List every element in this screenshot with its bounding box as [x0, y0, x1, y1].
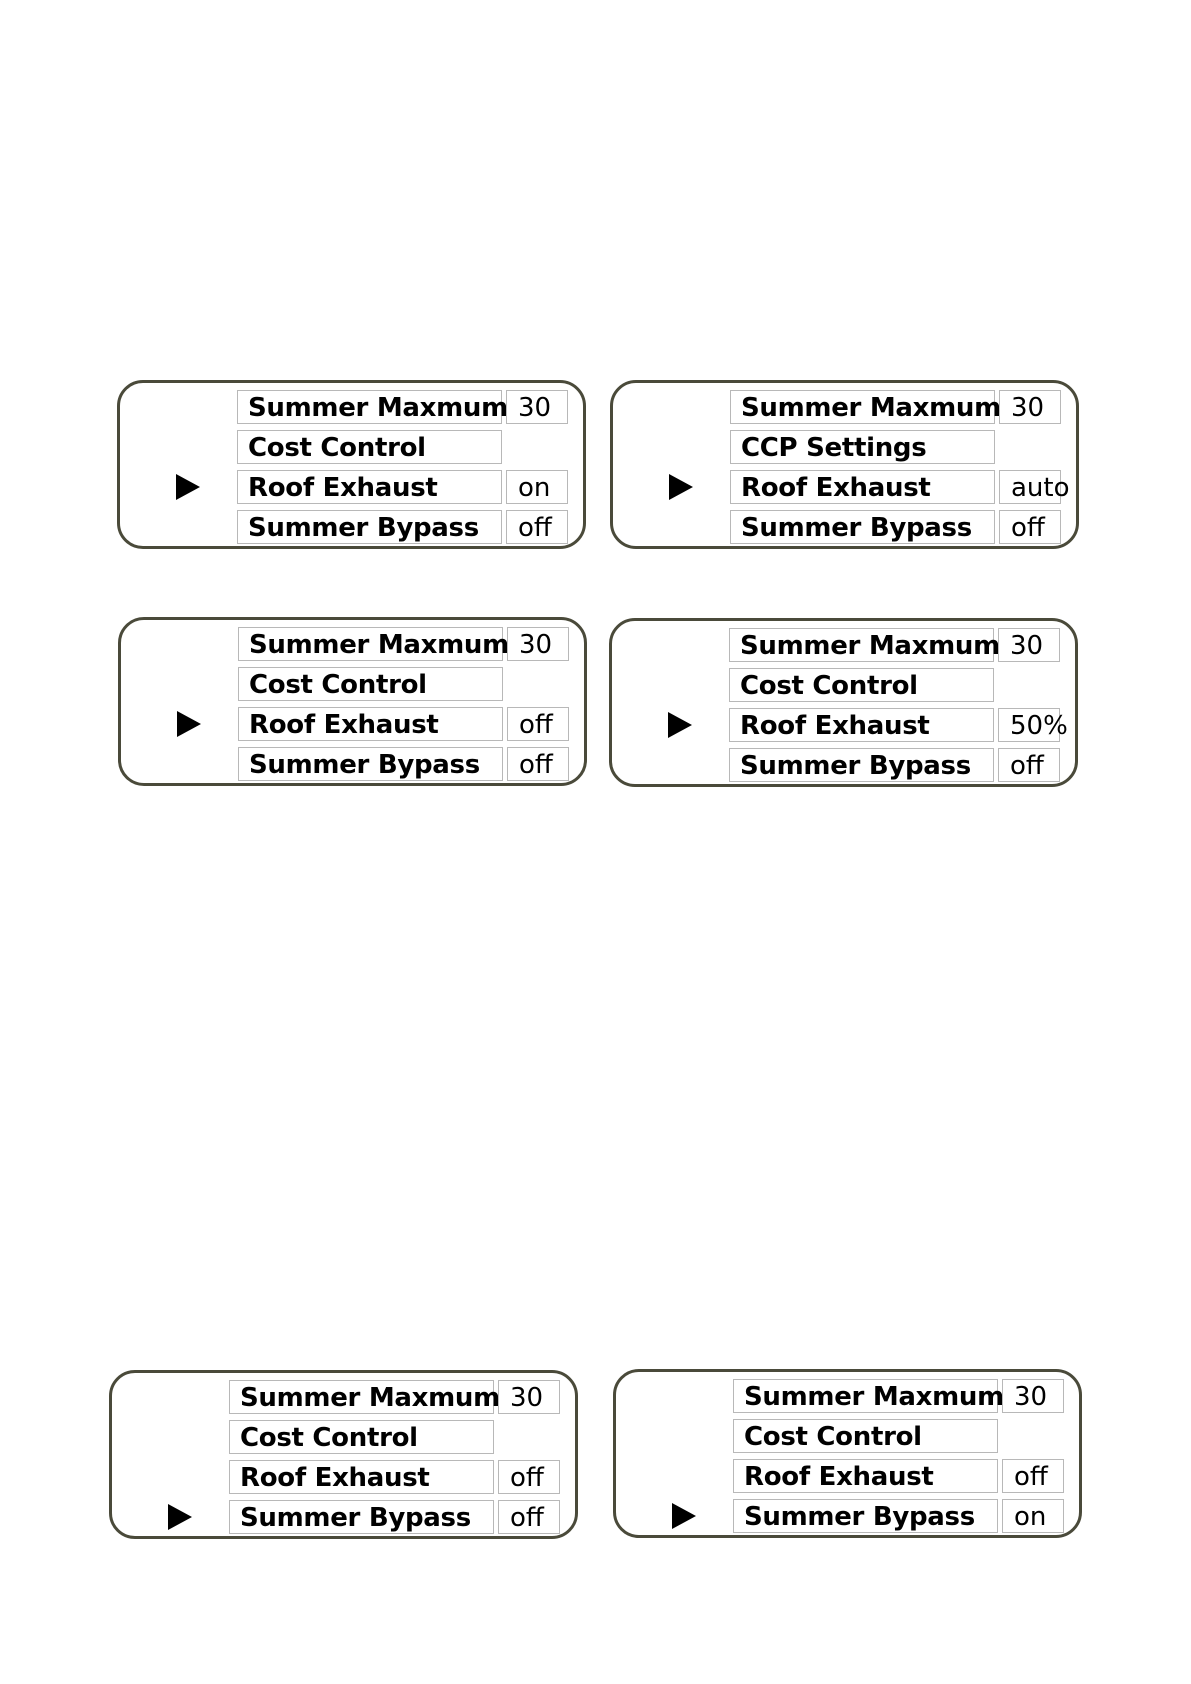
menu-value: off: [999, 510, 1061, 544]
selector-arrow-icon: [176, 474, 200, 500]
menu-label: Summer Maxmum: [729, 628, 994, 662]
selector-arrow-icon: [672, 1503, 696, 1529]
selector-arrow-icon: [177, 711, 201, 737]
menu-label: Cost Control: [238, 667, 503, 701]
menu-value: on: [506, 470, 568, 504]
menu-value: off: [498, 1500, 560, 1534]
menu-value: 30: [507, 627, 569, 661]
menu-label: CCP Settings: [730, 430, 995, 464]
menu-value: off: [498, 1460, 560, 1494]
menu-value: off: [507, 707, 569, 741]
menu-value: off: [1002, 1459, 1064, 1493]
menu-label: Summer Bypass: [733, 1499, 998, 1533]
selector-arrow-icon: [669, 474, 693, 500]
menu-label: Cost Control: [237, 430, 502, 464]
menu-value: 30: [506, 390, 568, 424]
menu-label: Cost Control: [229, 1420, 494, 1454]
menu-value: off: [507, 747, 569, 781]
menu-label: Summer Bypass: [730, 510, 995, 544]
menu-label: Roof Exhaust: [730, 470, 995, 504]
lcd-menu-panel: [118, 617, 587, 786]
menu-label: Summer Bypass: [237, 510, 502, 544]
selector-arrow-icon: [668, 712, 692, 738]
lcd-menu-panel: [109, 1370, 578, 1539]
selector-arrow-icon: [168, 1504, 192, 1530]
menu-label: Roof Exhaust: [238, 707, 503, 741]
menu-label: Roof Exhaust: [229, 1460, 494, 1494]
lcd-menu-panel: [610, 380, 1079, 549]
menu-label: Summer Maxmum: [733, 1379, 998, 1413]
menu-label: Summer Maxmum: [237, 390, 502, 424]
menu-value: on: [1002, 1499, 1064, 1533]
menu-label: Cost Control: [729, 668, 994, 702]
menu-value: auto: [999, 470, 1061, 504]
menu-value: 50%: [998, 708, 1060, 742]
menu-value: off: [506, 510, 568, 544]
lcd-menu-panel: [609, 618, 1078, 787]
menu-label: Roof Exhaust: [237, 470, 502, 504]
lcd-menu-panel: [613, 1369, 1082, 1538]
menu-label: Summer Maxmum: [238, 627, 503, 661]
menu-value: 30: [998, 628, 1060, 662]
menu-label: Cost Control: [733, 1419, 998, 1453]
menu-value: off: [998, 748, 1060, 782]
menu-value: 30: [999, 390, 1061, 424]
lcd-menu-panel: [117, 380, 586, 549]
menu-label: Summer Bypass: [229, 1500, 494, 1534]
menu-label: Roof Exhaust: [729, 708, 994, 742]
menu-label: Summer Bypass: [729, 748, 994, 782]
menu-label: Summer Maxmum: [229, 1380, 494, 1414]
menu-label: Roof Exhaust: [733, 1459, 998, 1493]
menu-value: 30: [498, 1380, 560, 1414]
menu-label: Summer Maxmum: [730, 390, 995, 424]
menu-label: Summer Bypass: [238, 747, 503, 781]
menu-value: 30: [1002, 1379, 1064, 1413]
